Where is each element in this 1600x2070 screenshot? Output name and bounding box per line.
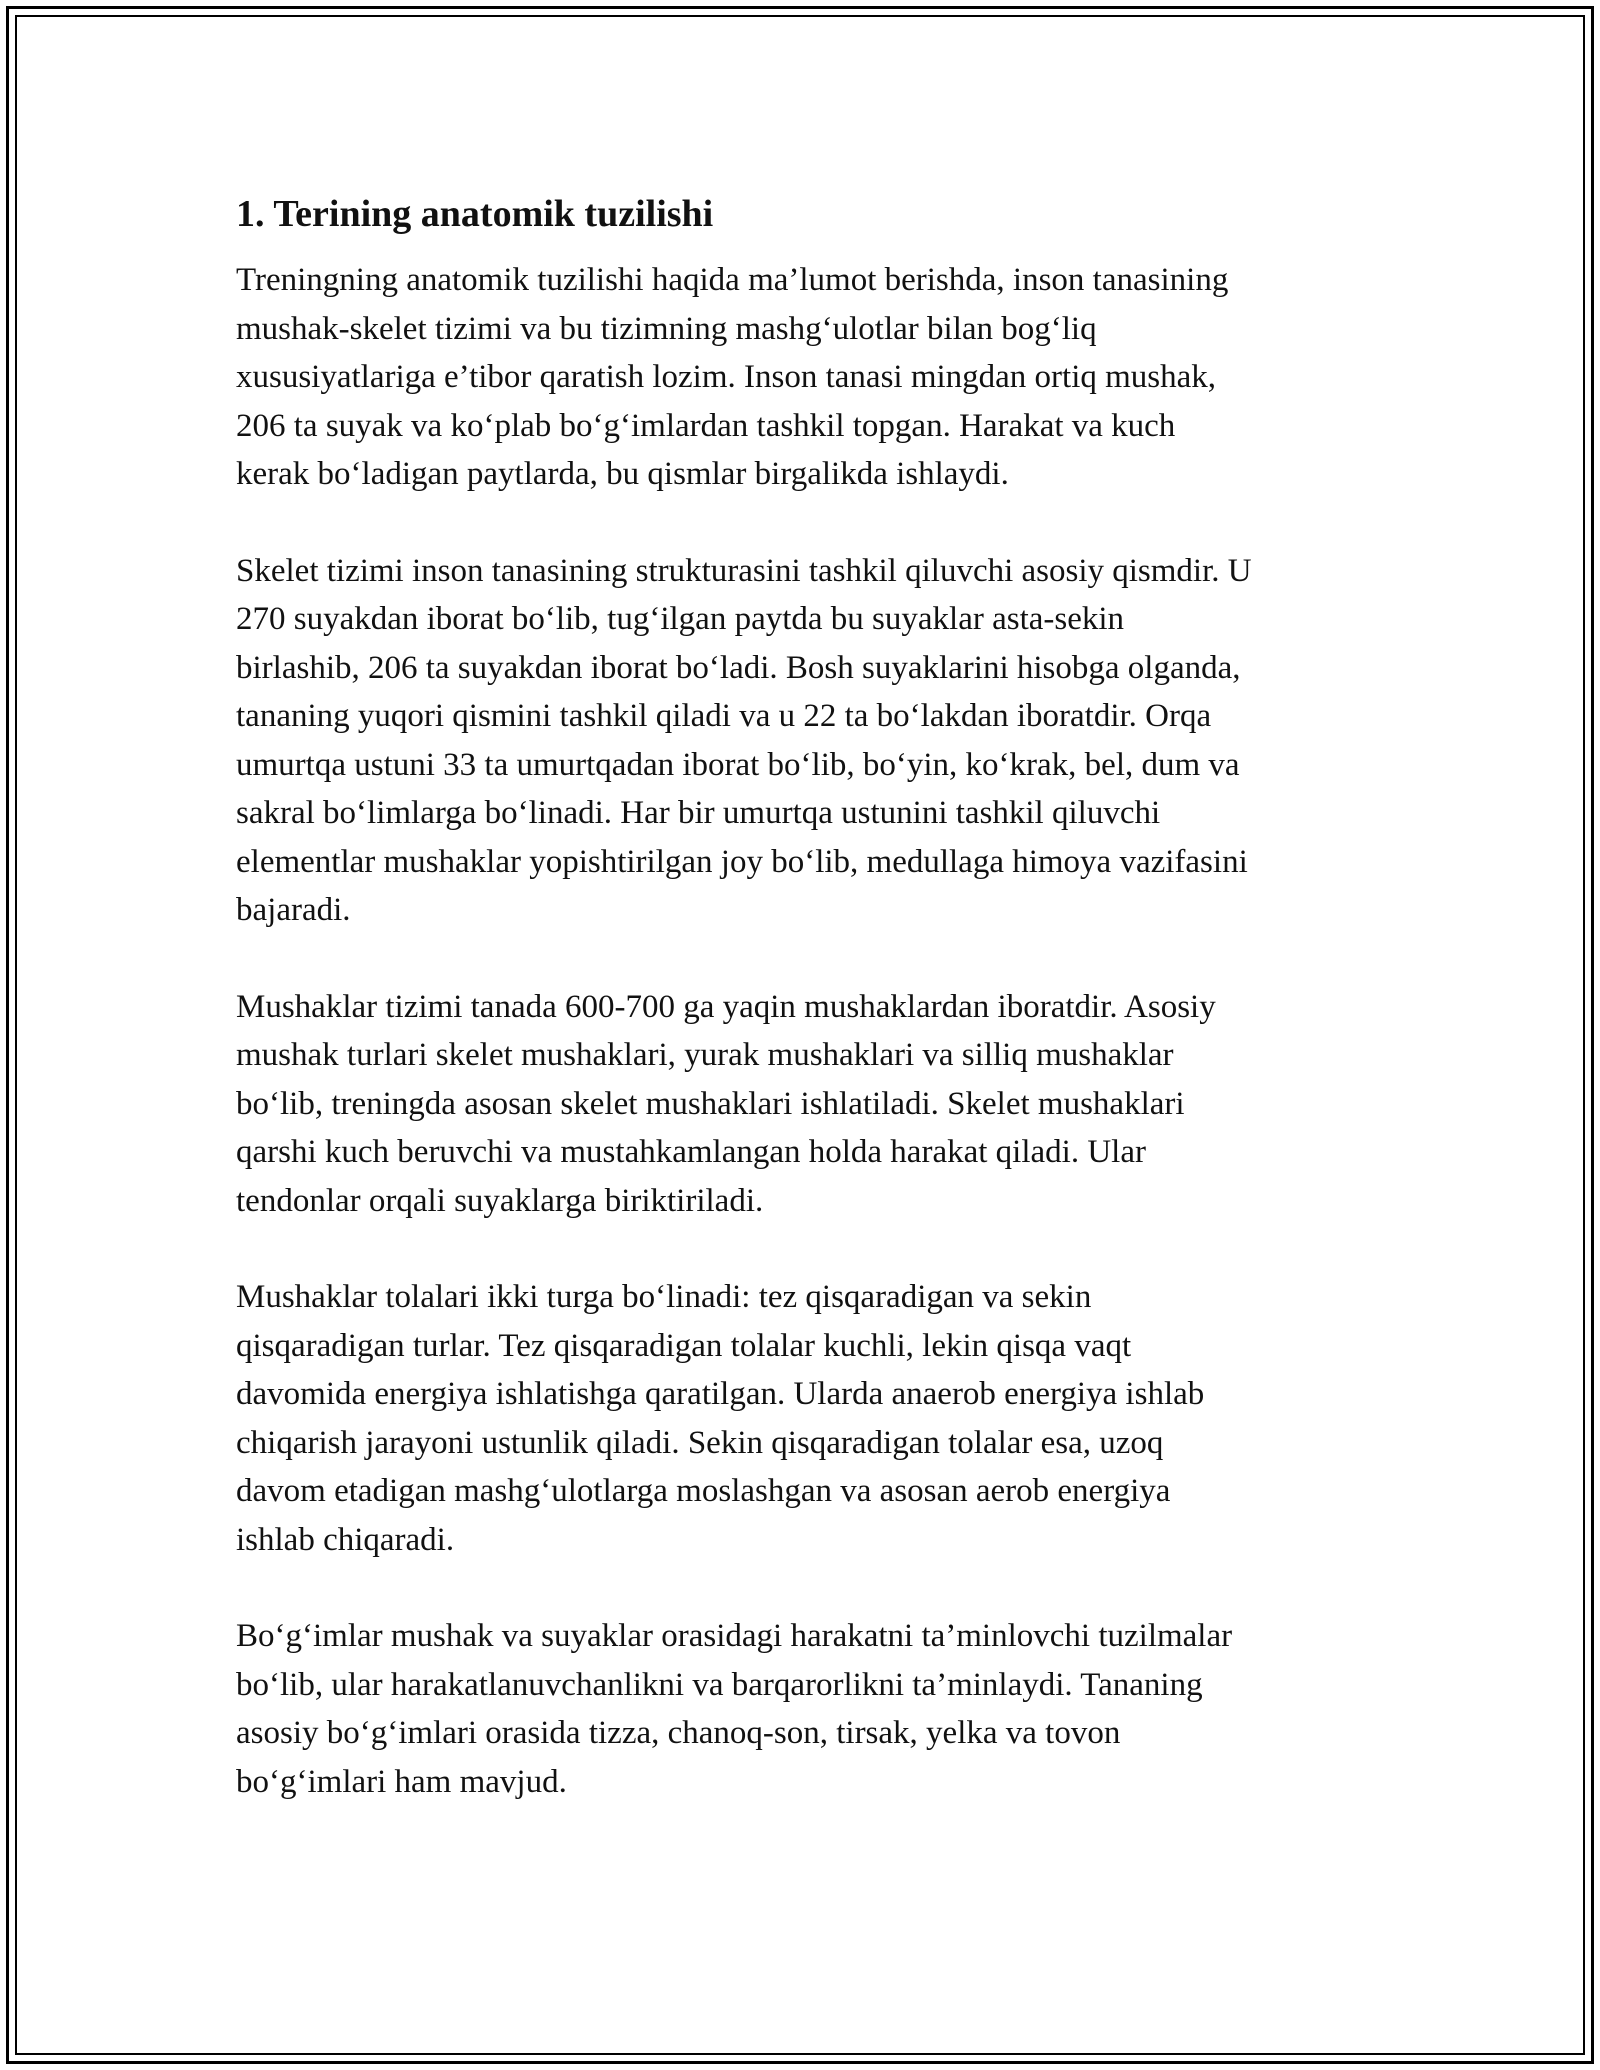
text-line: Mushaklar tolalari ikki turga bo‘linadi: tez qisqaradigan va sekin — [236, 1279, 1092, 1315]
text-line: elementlar mushaklar yopishtirilgan joy bo‘lib, medullaga himoya vazifasini — [236, 843, 1248, 880]
text-line: davom etadigan mashg‘ulotlarga moslashgan va asosan aerob energiya — [236, 1473, 1171, 1509]
text-line: umurtqa ustuni 33 ta umurtqadan iborat bo‘lib, bo‘yin, ko‘krak, bel, dum va — [236, 746, 1240, 783]
text-line: 270 suyakdan iborat bo‘lib, tug‘ilgan paytda bu suyaklar asta-sekin — [236, 601, 1125, 637]
text-line: chiqarish jarayoni ustunlik qiladi. Sekin qisqaradigan tolalar esa, uzoq — [236, 1424, 1164, 1461]
text-line: qisqaradigan turlar. Tez qisqaradigan tolalar kuchli, lekin qisqa vaqt — [236, 1327, 1132, 1364]
text-line: Mushaklar tizimi tanada 600-700 ga yaqin mushaklardan iboratdir. Asosiy — [236, 988, 1216, 1025]
section-heading: 1. Terining anatomik tuzilishi — [236, 193, 714, 235]
paragraph-muscle-fibers — [236, 1273, 1386, 1564]
text-line: Skelet tizimi inson tanasining strukturasini tashkil qiluvchi asosiy qismdir. U — [236, 552, 1252, 589]
paragraph-skeletal-system — [236, 547, 1386, 935]
text-line: Treningning anatomik tuzilishi haqida ma’lumot berishda, inson tanasining — [236, 262, 1229, 298]
paragraph-joints — [236, 1612, 1386, 1806]
paragraph-muscular-system — [236, 983, 1386, 1226]
text-line: tendonlar orqali suyaklarga biriktiriladi. — [236, 1182, 764, 1219]
text-line: davomida energiya ishlatishga qaratilgan. Ularda anaerob energiya ishlab — [236, 1376, 1205, 1412]
text-line: bajaradi. — [236, 892, 351, 928]
text-line: asosiy bo‘g‘imlari orasida tizza, chanoq-son, tirsak, yelka va tovon — [236, 1715, 1121, 1751]
text-line: ishlab chiqaradi. — [236, 1521, 455, 1558]
text-line: bo‘g‘imlari ham mavjud. — [236, 1763, 567, 1800]
text-line: bo‘lib, ular harakatlanuvchanlikni va barqarorlikni ta’minlaydi. Tananing — [236, 1666, 1203, 1703]
text-line: tananing yuqori qismini tashkil qiladi va u 22 ta bo‘lakdan iboratdir. Orqa — [236, 698, 1212, 734]
text-line: xususiyatlariga e’tibor qaratish lozim. Inson tanasi mingdan ortiq mushak, — [236, 359, 1217, 395]
text-line: birlashib, 206 ta suyakdan iborat bo‘ladi. Bosh suyaklarini hisobga olganda, — [236, 649, 1241, 686]
paragraph-intro — [236, 256, 1386, 499]
text-line: sakral bo‘limlarga bo‘linadi. Har bir umurtqa ustunini tashkil qiluvchi — [236, 795, 1161, 831]
text-line: mushak turlari skelet mushaklari, yurak mushaklari va silliq mushaklar — [236, 1037, 1174, 1073]
text-line: bo‘lib, treningda asosan skelet mushaklari ishlatiladi. Skelet mushaklari — [236, 1085, 1185, 1122]
text-line: mushak-skelet tizimi va bu tizimning mashg‘ulotlar bilan bog‘liq — [236, 310, 1097, 347]
text-line: kerak bo‘ladigan paytlarda, bu qismlar birgalikda ishlaydi. — [236, 456, 1009, 492]
text-line: Bo‘g‘imlar mushak va suyaklar orasidagi harakatni ta’minlovchi tuzilmalar — [236, 1618, 1233, 1654]
document-body — [236, 188, 1386, 1854]
text-line: 206 ta suyak va ko‘plab bo‘g‘imlardan tashkil topgan. Harakat va kuch — [236, 407, 1176, 444]
text-line: qarshi kuch beruvchi va mustahkamlangan holda harakat qiladi. Ular — [236, 1134, 1146, 1170]
